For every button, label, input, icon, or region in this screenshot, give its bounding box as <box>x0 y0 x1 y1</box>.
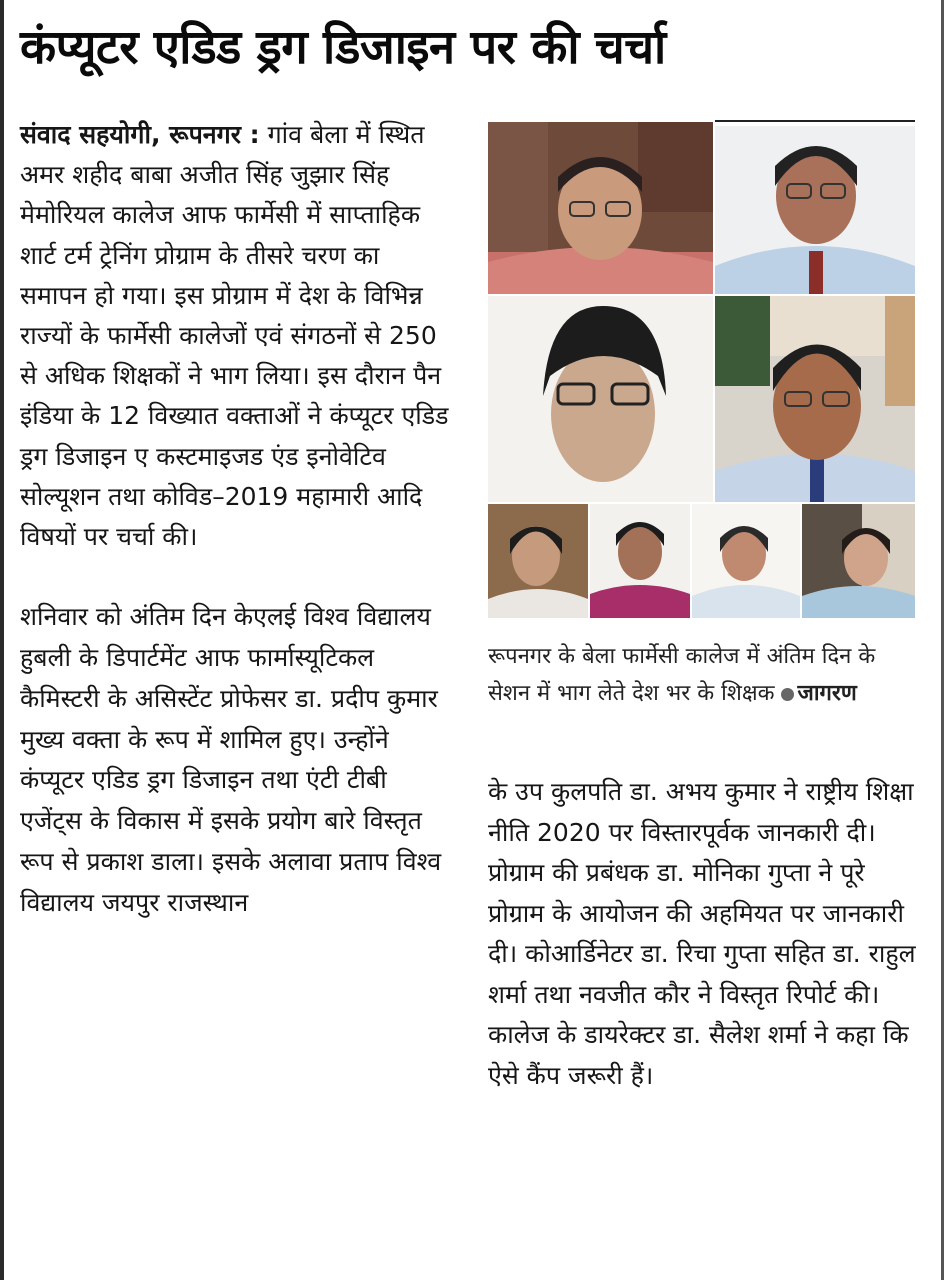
article-headline: कंप्यूटर एडिड ड्रग डिजाइन पर की चर्चा <box>20 20 666 75</box>
article-paragraph-2: शनिवार को अंतिम दिन केएलई विश्व विद्यालय हुबली के डिपार्टमेंट आफ फार्मास्यूटिकल कैमिस्टरी के असिस्टेंट प्रोफेसर डा. प्रदीप कुमार मुख्य वक्ता के रूप में शामिल हुए। उन्होंने कंप्यूटर एडिड ड्रग डिजाइन तथा एंटी टीबी एजेंट्स के विकास में इसके प्रयोग बारे विस्तृत रूप से प्रकाश डाला। इसके अलावा प्रताप विश्व विद्यालय जयपुर राजस्थान <box>20 602 442 917</box>
article-paragraph-1-text: गांव बेला में स्थित अमर शहीद बाबा अजीत सिंह जुझार सिंह मेमोरियल कालेज आफ फार्मेसी में साप्ताहिक शार्ट टर्म ट्रेनिंग प्रोग्राम के तीसरे चरण का समापन हो गया। इस प्रोग्राम में देश के विभिन्न राज्यों के फार्मेसी कालेजों एवं संगठनों से 250 से अधिक शिक्षकों ने भाग लिया। इस दौरान पैन इंडिया के 12 विख्यात वक्ताओं ने कंप्यूटर एडिड ड्रग डिजाइन ए कस्टमाइजड एंड इनोवेटिव सोल्यूशन तथा कोविड–2019 महामारी आदि विषयों पर चर्चा की। <box>20 120 449 552</box>
column-rule <box>715 120 915 122</box>
participant-photo-1 <box>488 122 713 294</box>
article-byline: संवाद सहयोगी, रूपनगर : <box>20 120 260 149</box>
page-border-left <box>0 0 4 1280</box>
participant-photo-5 <box>488 504 588 618</box>
article-paragraph-3: के उप कुलपति डा. अभय कुमार ने राष्ट्रीय शिक्षा नीति 2020 पर विस्तारपूर्वक जानकारी दी। प्रोग्राम की प्रबंधक डा. मोनिका गुप्ता ने पूरे प्रोग्राम के आयोजन की अहमियत पर जानकारी दी। कोआर्डिनेटर डा. रिचा गुप्ता सहित डा. राहुल शर्मा तथा नवजीत कौर ने विस्तृत रिपोर्ट की। कालेज के डायरेक्टर डा. सैलेश शर्मा ने कहा कि ऐसे कैंप जरूरी हैं। <box>488 777 916 1090</box>
participant-photo-7 <box>692 504 800 618</box>
bullet-dot-icon <box>781 688 794 701</box>
article-column-left <box>20 115 450 924</box>
photo-credit: जागरण <box>797 681 857 706</box>
participant-photo-4 <box>715 296 915 502</box>
article-column-right <box>488 772 918 1096</box>
page-border-right <box>941 0 944 1280</box>
photo-caption <box>488 638 918 712</box>
participant-photo-3 <box>488 296 713 502</box>
photo-caption-text: रूपनगर के बेला फार्मेसी कालेज में अंतिम दिन के सेशन में भाग लेते देश भर के शिक्षक <box>488 644 876 706</box>
participant-photo-6 <box>590 504 690 618</box>
participant-photo-8 <box>802 504 915 618</box>
participant-photo-2 <box>715 126 915 294</box>
article-paragraph-1 <box>20 115 450 557</box>
